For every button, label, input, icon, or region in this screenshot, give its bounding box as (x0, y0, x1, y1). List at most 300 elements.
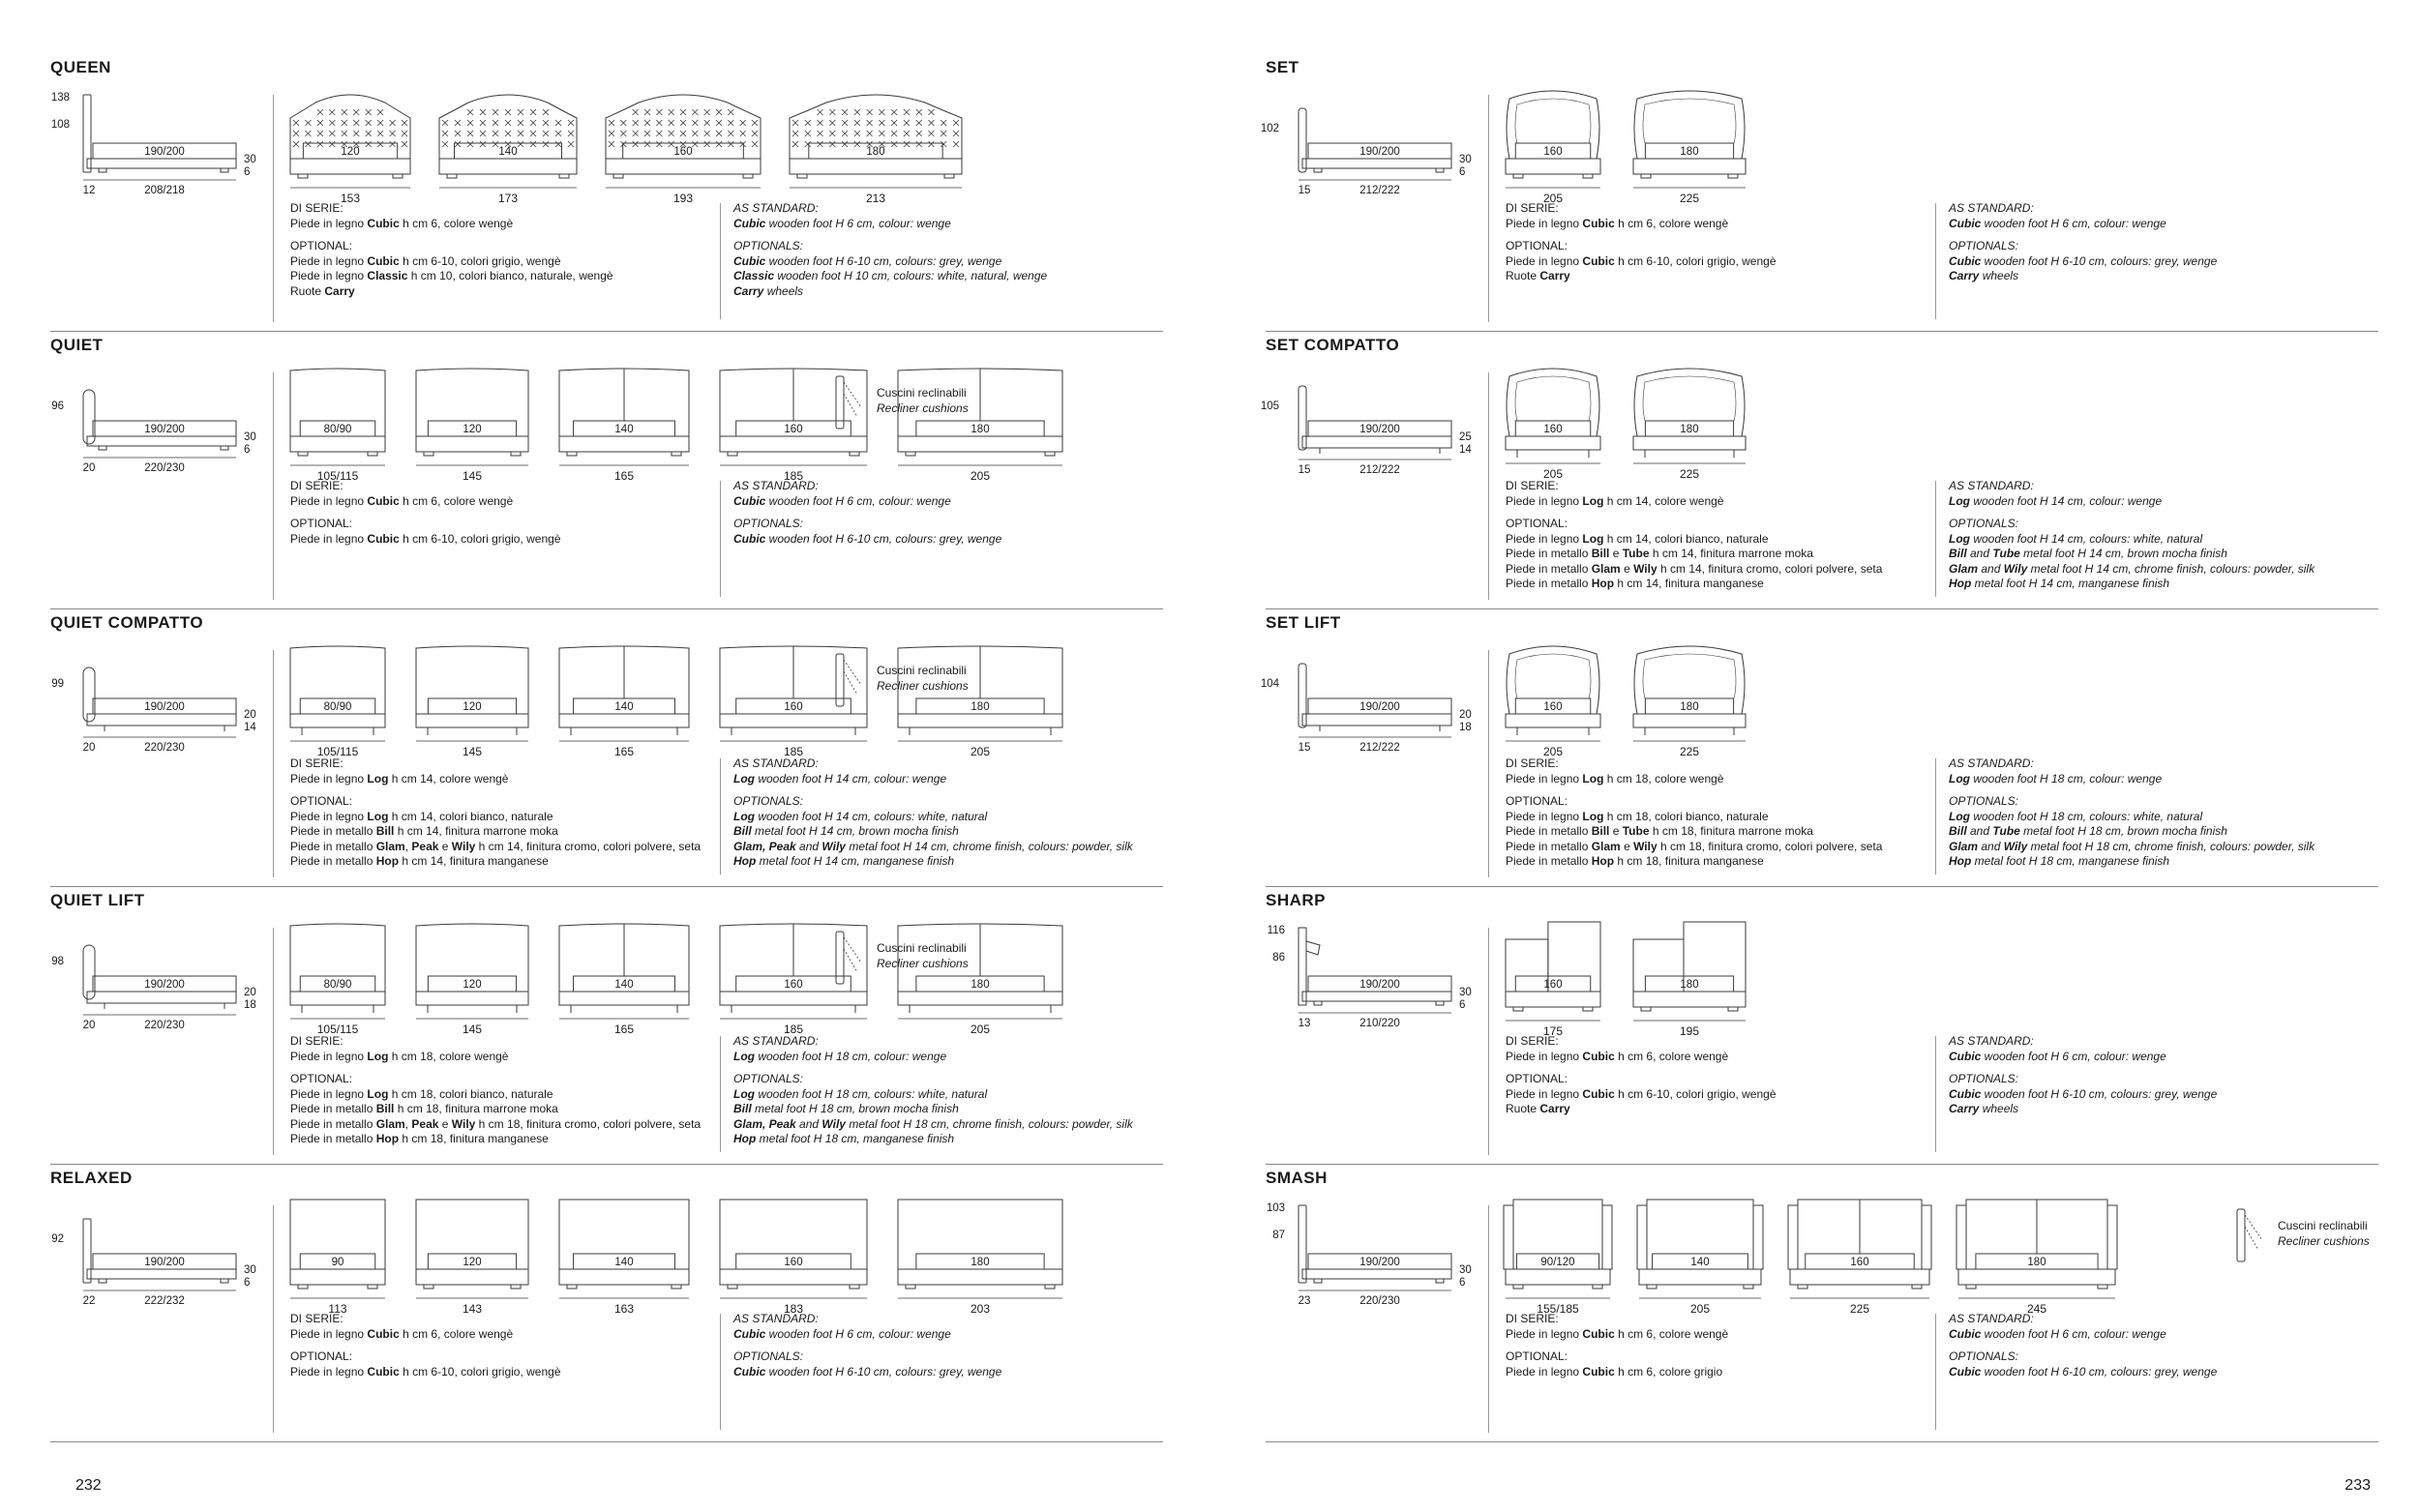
optional-line: Carry wheels (733, 283, 804, 298)
front-view-drawing (557, 922, 691, 1028)
front-view-drawing (1788, 1200, 1931, 1306)
headboard-low (1633, 939, 1684, 992)
leg (99, 446, 106, 450)
tufting-mark (402, 120, 407, 126)
offset-label: 12 (82, 185, 96, 196)
mattress-size-label: 190/200 (1359, 979, 1400, 991)
tufting-mark (442, 131, 448, 136)
optional-line: Classic wooden foot H 10 cm, colours: white, natural, wenge (733, 269, 1048, 282)
front-view-180 (896, 1200, 1064, 1325)
mattress-width-label: 160 (784, 979, 803, 991)
tufting-mark (455, 141, 461, 147)
tufting-mark (842, 131, 848, 136)
base-profile (1302, 992, 1451, 1001)
tufting-mark (505, 131, 511, 136)
front-view-160 (1504, 922, 1602, 1048)
front-views (1504, 367, 2374, 492)
recliner-cushions-note (832, 374, 987, 432)
base-front (898, 436, 1062, 452)
tufting-mark (480, 141, 486, 147)
tufting-mark (953, 120, 959, 126)
mattress-width-label: 140 (614, 979, 634, 991)
tufting-mark (669, 120, 674, 126)
column-divider (1488, 928, 1489, 1155)
base-front (290, 159, 410, 174)
front-view-90 (288, 1200, 387, 1325)
optional-line: Piede in metallo Glam e Wily h cm 14, finitura cromo, colori polvere, seta (1506, 561, 1883, 576)
tufting-mark (530, 141, 536, 147)
tufting-mark (377, 109, 383, 115)
tufting-mark (609, 131, 614, 136)
mattress-width-label: 180 (866, 146, 885, 158)
tufting-mark (704, 131, 710, 136)
english-specs (733, 201, 1159, 299)
front-view-drawing (557, 644, 691, 751)
column-divider (720, 1036, 721, 1152)
offset-label: 20 (82, 742, 96, 754)
column-divider (273, 1205, 274, 1433)
front-view-drawing (1504, 922, 1602, 1028)
italian-specs (1506, 756, 1931, 870)
tufting-mark (792, 120, 798, 126)
standard-line: Piede in legno Cubic h cm 6, colore wengè (290, 1326, 514, 1341)
tufting-mark (854, 120, 860, 126)
leg (1912, 1285, 1922, 1289)
product-title: QUIET COMPATTO (50, 613, 204, 632)
overall-width-label: 155/185 (1537, 1302, 1579, 1316)
overall-width-label: 205 (1542, 745, 1564, 758)
english-specs (1949, 1034, 2374, 1117)
column-divider (720, 481, 721, 597)
product-section-set-compatto (1260, 336, 2378, 609)
tufting-mark (555, 141, 561, 147)
side-cushion (1637, 1205, 1647, 1269)
base-front (290, 992, 385, 1005)
standard-line: Cubic wooden foot H 6 cm, colour: wenge (1949, 1049, 2166, 1063)
tufting-mark (518, 120, 523, 126)
mattress-width-label: 80/90 (323, 424, 352, 435)
tufting-mark (716, 120, 722, 126)
optional-line: Piede in legno Cubic h cm 6-10, colori grigio, wengè (290, 1364, 561, 1379)
product-section-quiet-compatto (50, 613, 1163, 887)
base-front (1633, 159, 1746, 174)
front-view-drawing (414, 367, 530, 473)
column-divider (1488, 95, 1489, 322)
column-divider (1488, 650, 1489, 877)
base-front (1506, 714, 1600, 727)
standard-heading: DI SERIE: (1506, 756, 1559, 770)
front-view-drawing (1637, 1200, 1763, 1306)
front-view-160 (1504, 644, 1602, 770)
side-profile (1266, 922, 1488, 1028)
column-divider (273, 928, 274, 1155)
tufting-mark (818, 109, 823, 115)
tufting-mark (879, 131, 884, 136)
mattress-size-label: 190/200 (1359, 701, 1400, 713)
standard-line: Cubic wooden foot H 6 cm, colour: wenge (733, 493, 951, 508)
side-profile-drawing (50, 367, 273, 473)
optional-line: Piede in legno Classic h cm 10, colori bianco, naturale, wengè (290, 269, 613, 282)
tufting-mark (656, 141, 662, 147)
optional-line: Glam, Peak and Wily metal foot H 18 cm, chrome finish, colours: powder, silk (733, 1116, 1133, 1131)
tufting-mark (656, 109, 662, 115)
leg (298, 174, 308, 178)
mattress-size-label: 190/200 (1359, 424, 1400, 435)
tufting-mark (842, 141, 848, 147)
base-height-label: 20 (244, 987, 256, 998)
tufting-mark (669, 131, 674, 136)
english-specs (1949, 1312, 2374, 1379)
front-view-120 (414, 1200, 530, 1325)
tufting-mark (829, 141, 835, 147)
base-front (790, 159, 962, 174)
italian-specs (1506, 1312, 1931, 1379)
standard-heading: DI SERIE: (1506, 1312, 1559, 1325)
front-view-drawing (414, 644, 530, 751)
front-view-120 (414, 922, 530, 1048)
column-divider (720, 1314, 721, 1430)
standard-line: Cubic wooden foot H 6 cm, colour: wenge (1949, 216, 2166, 230)
foot-height-label: 6 (1459, 1277, 1466, 1289)
standard-heading: DI SERIE: (290, 756, 343, 770)
base-front (1633, 436, 1746, 450)
leg (298, 1285, 308, 1289)
offset-label: 15 (1298, 185, 1311, 196)
overall-width-label: 163 (613, 1302, 635, 1316)
side-cushion (1504, 1205, 1513, 1269)
leg (850, 452, 859, 456)
tufting-mark (842, 120, 848, 126)
tufting-mark (829, 109, 835, 115)
spacer (290, 1342, 716, 1349)
optional-line: Piede in metallo Hop h cm 18, finitura manganese (1506, 854, 1764, 868)
mattress-width-label: 160 (784, 701, 803, 713)
english-specs (733, 756, 1159, 870)
column-divider (1488, 372, 1489, 600)
leg (743, 174, 753, 178)
front-view-drawing (1631, 367, 1747, 473)
base-front (720, 714, 867, 727)
side-profile-drawing (1260, 644, 1488, 754)
standard-heading: DI SERIE: (290, 479, 343, 492)
tufting-mark (377, 131, 383, 136)
total-length-label: 210/220 (1359, 1018, 1400, 1029)
standard-line: Cubic wooden foot H 6 cm, colour: wenge (1949, 1326, 2166, 1341)
front-view-80-90 (288, 644, 387, 770)
mattress-size-label: 190/200 (144, 979, 185, 991)
side-profile (50, 367, 273, 473)
tufting-mark (493, 141, 498, 147)
optional-line: Piede in metallo Hop h cm 18, finitura manganese (290, 1132, 549, 1145)
optional-line: Piede in legno Log h cm 14, colori bianco, naturale (290, 809, 553, 823)
tufting-mark (818, 141, 823, 147)
leg (1513, 1007, 1523, 1011)
tufting-mark (402, 141, 407, 147)
front-view-drawing (1631, 922, 1747, 1028)
tufting-mark (305, 120, 311, 126)
mattress-width-label: 180 (971, 1257, 990, 1268)
optional-heading: OPTIONALS: (733, 239, 804, 252)
optional-line: Piede in legno Cubic h cm 6-10, colori grigio, wengè (290, 253, 561, 268)
mattress-width-label: 140 (498, 146, 518, 158)
optional-heading: OPTIONAL: (290, 1349, 353, 1363)
overall-width-label: 165 (613, 469, 635, 483)
overall-width-label: 225 (1679, 192, 1700, 205)
product-section-smash (1266, 1169, 2378, 1442)
product-section-set-lift (1260, 613, 2378, 887)
side-cushion (1956, 1205, 1966, 1269)
leg (1641, 174, 1651, 178)
mattress-size-label: 190/200 (144, 146, 185, 158)
tufting-mark (518, 141, 523, 147)
tufting-mark (928, 109, 934, 115)
english-specs (1949, 201, 2374, 284)
mattress-size-label: 190/200 (144, 424, 185, 435)
optional-heading: OPTIONAL: (1506, 794, 1568, 808)
leg (613, 174, 623, 178)
front-view-120 (288, 89, 412, 215)
tufting-mark (669, 109, 674, 115)
front-view-180 (788, 89, 964, 215)
optional-heading: OPTIONALS: (1949, 239, 2019, 252)
leg (1728, 174, 1738, 178)
mattress-width-label: 180 (1680, 979, 1699, 991)
leg (1728, 1007, 1738, 1011)
optional-line: Hop metal foot H 18 cm, manganese finish (1949, 854, 2170, 868)
optional-line: Piede in legno Log h cm 14, colori bianco, naturale (1506, 531, 1769, 546)
front-view-drawing (557, 1200, 691, 1306)
tufting-mark (644, 120, 650, 126)
headboard-low (1506, 939, 1548, 992)
foot-height-label: 6 (244, 166, 251, 178)
tufting-mark (353, 131, 359, 136)
height-label: 99 (51, 678, 64, 690)
mattress-width-label: 180 (971, 701, 990, 713)
front-view-180 (1631, 367, 1747, 492)
leg (99, 1279, 106, 1283)
english-specs (733, 1034, 1159, 1147)
tufting-mark (728, 120, 733, 126)
front-view-drawing (1504, 644, 1602, 751)
tufting-mark (752, 120, 758, 126)
offset-label: 20 (82, 462, 96, 474)
offset-label: 22 (82, 1295, 96, 1307)
tufting-mark (467, 141, 473, 147)
recliner-label-en: Recliner cushions (877, 401, 969, 415)
leg (1314, 1279, 1322, 1283)
base-front (1958, 1269, 2115, 1285)
standard-heading: AS STANDARD: (733, 201, 819, 215)
total-length-label: 212/222 (1359, 185, 1400, 196)
leg (1436, 1001, 1444, 1005)
page-number-left: 232 (75, 1477, 102, 1494)
base-front (290, 714, 385, 727)
spacer (1949, 1342, 2374, 1349)
base-height-label: 25 (1459, 431, 1472, 443)
tufting-mark (317, 120, 323, 126)
leg (1436, 1279, 1444, 1283)
spacer (290, 509, 716, 517)
front-view-drawing (1504, 367, 1602, 473)
base-front (416, 1269, 528, 1285)
leg (221, 168, 228, 172)
mattress-width-label: 120 (341, 146, 360, 158)
base-height-label: 30 (244, 1264, 256, 1276)
front-view-120 (414, 644, 530, 770)
overall-width-label: 225 (1849, 1302, 1870, 1316)
tufting-mark (377, 141, 383, 147)
tufting-mark (493, 109, 498, 115)
front-views (1504, 922, 2374, 1048)
mattress-width-label: 140 (614, 1257, 634, 1268)
product-title: SHARP (1266, 891, 1327, 909)
leg (1436, 168, 1444, 172)
standard-line: Cubic wooden foot H 6 cm, colour: wenge (733, 216, 951, 230)
leg (728, 452, 737, 456)
front-view-160 (604, 89, 762, 215)
front-view-drawing (288, 89, 412, 195)
product-section-quiet (50, 336, 1163, 609)
cushion-back (836, 932, 844, 984)
tufting-mark (353, 109, 359, 115)
standard-line: Piede in legno Log h cm 14, colore wengè (1506, 493, 1724, 508)
product-title: RELAXED (50, 1169, 133, 1187)
front-view-drawing (1504, 1200, 1612, 1306)
tufting-mark (467, 120, 473, 126)
base-front (559, 992, 689, 1005)
overall-width-label: 183 (783, 1302, 804, 1316)
tufting-mark (752, 131, 758, 136)
standard-line: Piede in legno Cubic h cm 6, colore wengè (1506, 216, 1729, 230)
tufting-mark (644, 109, 650, 115)
optional-line: Cubic wooden foot H 6-10 cm, colours: grey, wenge (1949, 1086, 2218, 1101)
mattress-width-label: 140 (1690, 1257, 1710, 1268)
front-views (288, 644, 1159, 770)
column-divider (1488, 1205, 1489, 1433)
leg (1647, 1285, 1657, 1289)
tufting-mark (792, 131, 798, 136)
overall-width-label: 205 (970, 1023, 991, 1036)
tufting-mark (818, 120, 823, 126)
height-label: 86 (1272, 952, 1285, 964)
leg (797, 174, 807, 178)
total-length-label: 212/222 (1359, 742, 1400, 754)
mattress-width-label: 120 (463, 701, 482, 713)
spacer (1949, 509, 2374, 517)
optional-line: Hop metal foot H 14 cm, manganese finish (733, 854, 955, 868)
front-view-drawing (1631, 89, 1747, 195)
front-view-drawing (414, 1200, 530, 1306)
tufting-mark (829, 120, 835, 126)
base-profile (1302, 714, 1451, 726)
tufting-mark (329, 141, 335, 147)
optional-line: Piede in metallo Hop h cm 14, finitura manganese (1506, 577, 1764, 590)
overall-width-label: 185 (783, 1023, 804, 1036)
leg (1641, 1007, 1651, 1011)
base-front (1639, 1269, 1761, 1285)
offset-label: 15 (1298, 742, 1311, 754)
tufting-mark (329, 109, 335, 115)
side-profile-drawing (50, 1200, 273, 1306)
base-front (416, 992, 528, 1005)
english-specs (1949, 756, 2374, 870)
italian-specs (290, 479, 716, 547)
tufting-mark (891, 131, 897, 136)
tufting-mark (704, 141, 710, 147)
total-length-label: 220/230 (144, 462, 185, 474)
overall-width-label: 205 (1542, 192, 1564, 205)
front-view-180 (1631, 89, 1747, 215)
height-label: 96 (51, 400, 64, 412)
height-label: 138 (50, 92, 70, 104)
base-front (1506, 1269, 1610, 1285)
spacer (1949, 231, 2374, 239)
leg (1513, 174, 1523, 178)
recliner-label-it: Cuscini reclinabili (877, 386, 967, 400)
leg (944, 174, 954, 178)
foot-height-label: 14 (1459, 444, 1472, 456)
optional-line: Bill metal foot H 18 cm, brown mocha finish (733, 1102, 959, 1115)
mattress-width-label: 180 (2027, 1257, 2046, 1268)
overall-width-label: 145 (462, 1023, 483, 1036)
tufting-mark (716, 141, 722, 147)
base-front (606, 159, 761, 174)
optional-line: Cubic wooden foot H 6-10 cm, colours: grey, wenge (733, 1364, 1002, 1379)
tufting-mark (818, 131, 823, 136)
standard-heading: AS STANDARD: (733, 1312, 819, 1325)
front-view-drawing (288, 644, 387, 751)
tufting-mark (342, 131, 347, 136)
recline-indicator (844, 382, 861, 417)
mattress-size-label: 190/200 (144, 1257, 185, 1268)
mattress-width-label: 160 (673, 146, 693, 158)
side-profile-drawing (1266, 922, 1488, 1028)
tufting-mark (609, 120, 614, 126)
base-profile (1302, 1269, 1451, 1279)
optional-heading: OPTIONAL: (290, 517, 353, 530)
tufting-mark (916, 141, 922, 147)
side-cushion (1788, 1205, 1798, 1269)
optional-line: Glam and Wily metal foot H 14 cm, chrome finish, colours: powder, silk (1949, 561, 2315, 576)
column-divider (1935, 1036, 1936, 1152)
standard-heading: AS STANDARD: (733, 756, 819, 770)
tufting-mark (854, 109, 860, 115)
leg (728, 1285, 737, 1289)
standard-line: Log wooden foot H 14 cm, colour: wenge (733, 771, 947, 786)
tufting-mark (644, 141, 650, 147)
tufting-mark (317, 131, 323, 136)
italian-specs (1506, 479, 1931, 592)
front-view-160 (718, 1200, 869, 1325)
tufting-mark (442, 120, 448, 126)
optional-line: Cubic wooden foot H 6-10 cm, colours: grey, wenge (1949, 253, 2218, 268)
tufting-mark (620, 141, 626, 147)
base-front (559, 436, 689, 452)
optional-heading: OPTIONALS: (1949, 517, 2019, 530)
headboard-inner (1515, 99, 1591, 143)
optional-line: Cubic wooden foot H 6-10 cm, colours: grey, wenge (733, 253, 1002, 268)
side-profile (1260, 644, 1488, 754)
headboard-inner (1515, 654, 1591, 698)
total-length-label: 208/218 (144, 185, 185, 196)
base-profile (1302, 436, 1451, 448)
offset-label: 15 (1298, 464, 1311, 476)
tufting-mark (916, 131, 922, 136)
front-view-drawing (788, 89, 964, 195)
base-height-label: 30 (244, 154, 256, 165)
standard-heading: AS STANDARD: (1949, 756, 2034, 770)
side-profile (50, 1200, 273, 1306)
